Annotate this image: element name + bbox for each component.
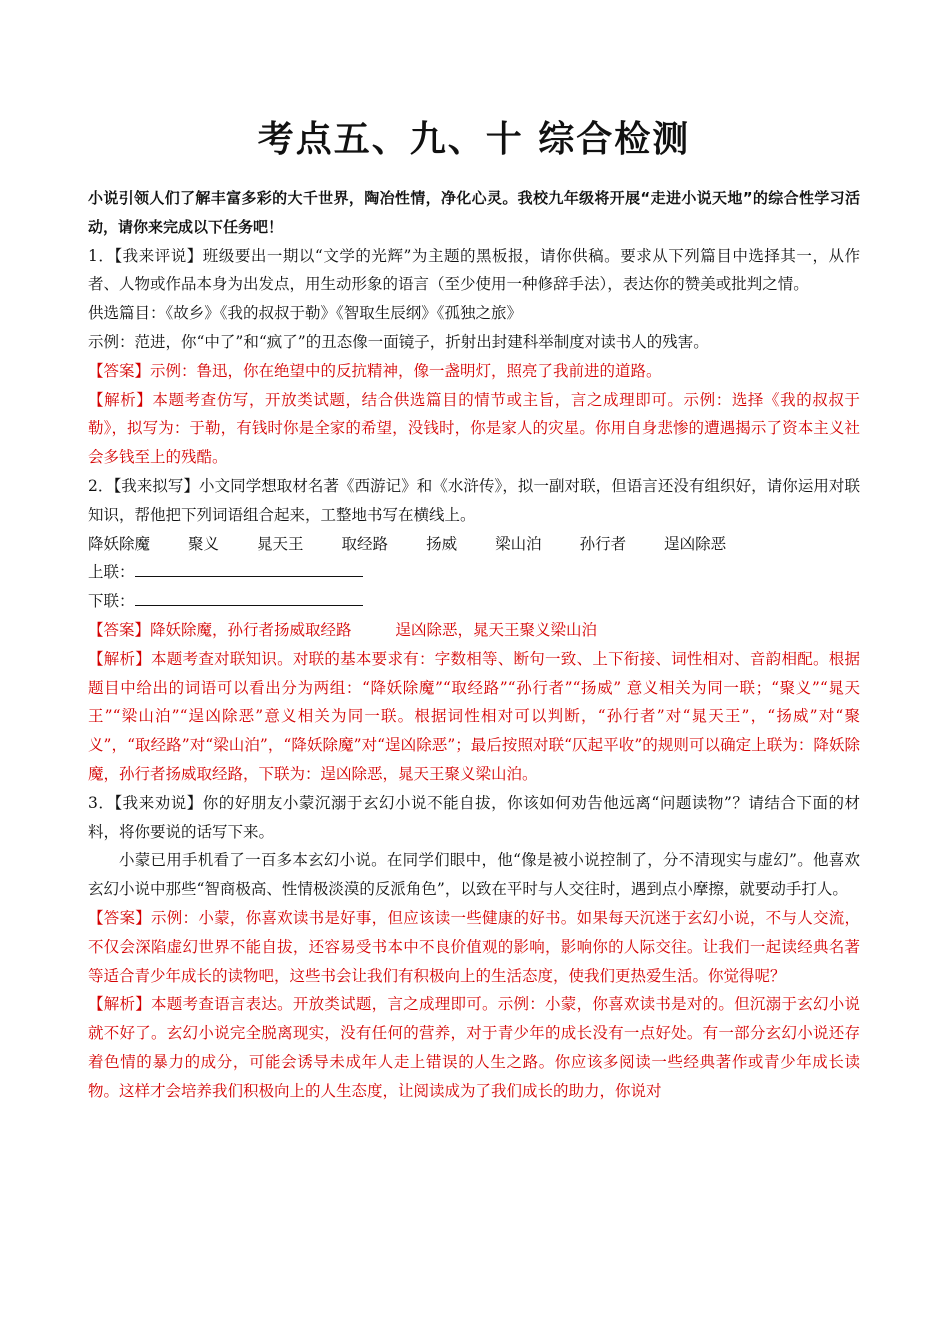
answer-upper: 【答案】降妖除魔，孙行者扬威取经路 [88, 620, 352, 639]
question-2-answer [88, 616, 860, 645]
question-1-answer: 【答案】示例：鲁迅，你在绝望中的反抗精神，像一盏明灯，照亮了我前进的道路。 [88, 361, 662, 380]
page-title: 考点五、九、十 综合检测 [257, 119, 691, 160]
word-item: 梁山泊 [495, 534, 542, 553]
question-1-text: 1．【我来评说】班级要出一期以“文学的光辉”为主题的黑板报，请你供稿。要求从下列篇目中选择其一，从作者、人物或作品本身为出发点，用生动形象的语言（至少使用一种修辞手法），表达你的赞美或批判之情。 [88, 246, 860, 294]
upper-couplet-blank[interactable] [135, 562, 363, 577]
question-2-word-list [88, 530, 860, 559]
answer-lower: 逞凶除恶，晁天王聚义梁山泊 [395, 620, 598, 639]
question-3-material: 小蒙已用手机看了一百多本玄幻小说。在同学们眼中，他“像是被小说控制了，分不清现实与虚幻”。他喜欢玄幻小说中那些“智商极高、性情极淡漠的反派角色”，以致在平时与人交往时，遇到点小摩擦，就要动手打人。 [88, 851, 860, 899]
lower-couplet-label: 下联： [88, 592, 135, 611]
word-item: 聚义 [188, 534, 220, 553]
intro-paragraph: 小说引领人们了解丰富多彩的大千世界，陶冶性情，净化心灵。我校九年级将开展“走进小说天地”的综合性学习活动，请你来完成以下任务吧！ [88, 189, 860, 236]
word-item: 扬威 [426, 534, 458, 553]
question-1-example: 示例：范进，你“中了”和“疯了”的丑态像一面镜子，折射出封建科举制度对读书人的残害。 [88, 332, 709, 351]
question-3-analysis: 【解析】本题考查语言表达。开放类试题，言之成理即可。示例：小蒙，你喜欢读书是对的。但沉溺于玄幻小说就不好了。玄幻小说完全脱离现实，没有任何的营养，对于青少年的成长没有一点好处。有一部分玄幻小说还存着色情的暴力的成分，可能会诱导未成年人走上错误的人生之路。你应该多阅读一些经典著作或青少年成长读物。这样才会培养我们积极向上的人生态度，让阅读成为了我们成长的助力，你说对 [88, 995, 860, 1100]
word-item: 逞凶除恶 [664, 534, 727, 553]
upper-couplet-line [88, 558, 860, 587]
question-3-text: 3．【我来劝说】你的好朋友小蒙沉溺于玄幻小说不能自拔，你该如何劝告他远离“问题读物”？请结合下面的材料，将你要说的话写下来。 [88, 793, 860, 841]
question-1-analysis: 【解析】本题考查仿写，开放类试题，结合供选篇目的情节或主旨，言之成理即可。示例：选择《我的叔叔于勒》，拟写为：于勒，有钱时你是全家的希望，没钱时，你是家人的灾星。你用自身悲惨的遭遇揭示了资本主义社会多钱至上的残酷。 [88, 390, 860, 467]
word-item: 取经路 [341, 534, 389, 553]
upper-couplet-label: 上联： [88, 563, 135, 582]
question-2-analysis: 【解析】本题考查对联知识。对联的基本要求有：字数相等、断句一致、上下衔接、词性相对、音韵相配。根据题目中给出的词语可以看出分为两组：“降妖除魔”“取经路”“孙行者”“扬威” 意义相关为同一联；“聚义”“晁天王”“梁山泊”“逞凶除恶”意义相关为同一联。根据词性相对可以判断，“孙行者”对“晁天王”，“扬威”对“聚义”，“取经路”对“梁山泊”，“降妖除魔”对“逞凶除恶”；最后按照对联“仄起平收”的规则可以确定上联为：降妖除魔，孙行者扬威取经路，下联为：逞凶除恶，晁天王聚义梁山泊。 [88, 649, 860, 783]
lower-couplet-blank[interactable] [135, 591, 363, 606]
word-item: 降妖除魔 [88, 534, 151, 553]
word-item: 孙行者 [579, 534, 627, 553]
question-3-answer: 【答案】示例：小蒙，你喜欢读书是好事，但应该读一些健康的好书。如果每天沉迷于玄幻小说，不与人交流，不仅会深陷虚幻世界不能自拔，还容易受书本中不良价值观的影响，影响你的人际交往。让我们一起读经典名著等适合青少年成长的读物吧，这些书会让我们有积极向上的生活态度，使我们更热爱生活。你觉得呢？ [88, 908, 860, 985]
document-page [88, 118, 860, 1106]
word-item: 晁天王 [257, 534, 304, 553]
lower-couplet-line [88, 587, 860, 616]
question-1-options: 供选篇目：《故乡》《我的叔叔于勒》《智取生辰纲》《孤独之旅》 [88, 304, 523, 323]
question-2-text: 2．【我来拟写】小文同学想取材名著《西游记》和《水浒传》，拟一副对联，但语言还没有组织好，请你运用对联知识，帮他把下列词语组合起来，工整地书写在横线上。 [88, 476, 860, 524]
